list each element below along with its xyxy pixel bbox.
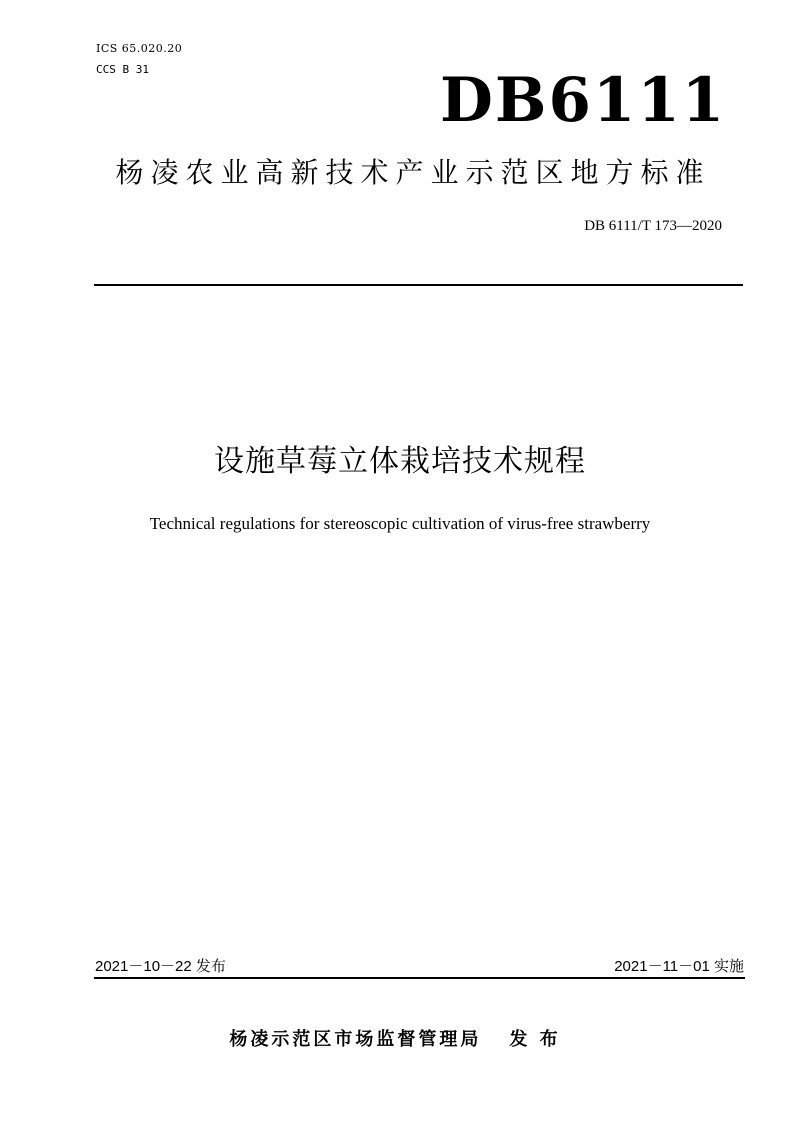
issuer-action: 发 布: [509, 1029, 561, 1050]
standard-number: DB 6111/T 173—2020: [584, 218, 722, 234]
top-divider: [94, 284, 743, 286]
ics-code: ICS 65.020.20: [96, 42, 183, 55]
standard-type-heading: 杨凌农业高新技术产业示范区地方标准: [115, 156, 711, 189]
document-title-chinese: 设施草莓立体栽培技术规程: [214, 444, 586, 479]
ccs-code: CCS B 31: [96, 63, 149, 76]
document-title-english: Technical regulations for stereoscopic cultivation of virus-free strawberry: [149, 514, 651, 533]
effective-date: 2021－11－01 实施: [614, 958, 744, 975]
issuer-name: 杨凌示范区市场监督管理局: [229, 1029, 482, 1050]
publish-date: 2021－10－22 发布: [95, 958, 226, 975]
standard-logo: DB6111: [440, 65, 727, 136]
issuer-line: [160, 1026, 630, 1054]
bottom-divider: [94, 977, 745, 979]
